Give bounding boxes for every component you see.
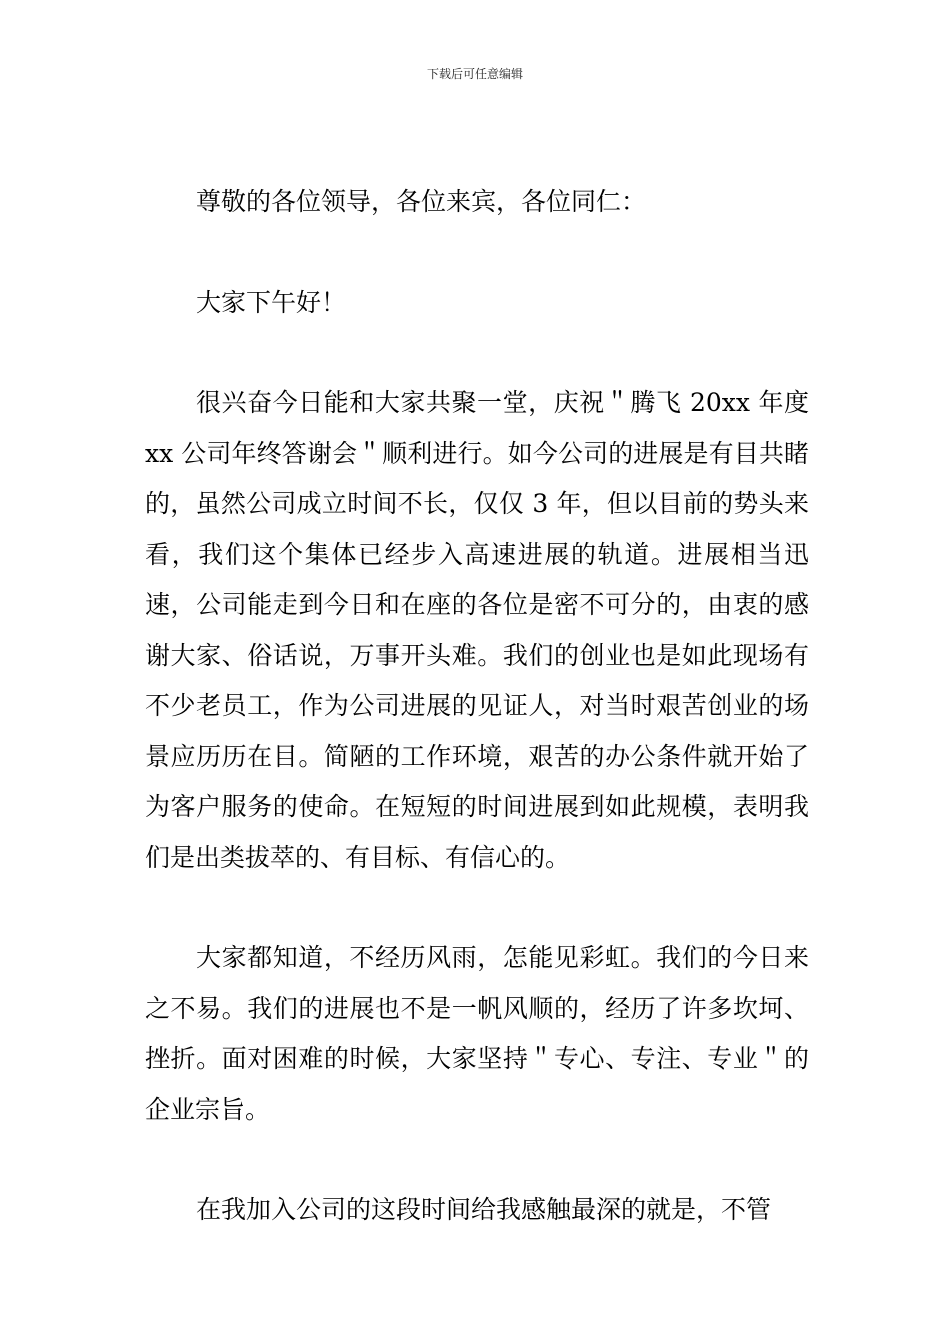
- page-header: 下载后可任意编辑: [426, 67, 523, 81]
- greeting-paragraph: 大家下午好！: [196, 287, 347, 317]
- body-paragraph-1: 很兴奋今日能和大家共聚一堂，庆祝＂腾飞 20xx 年度 xx 公司年终答谢会＂顺利进行。如今公司的进展是有目共睹的，虽然公司成立时间不长，仅仅 3 年，但以目前的势头来看，我们这个集体已经步入高速进展的轨道。进展相当迅速，公司能走到今日和在座的各位是密不可分的，由衷的感谢大家、俗话说，万事开头难。我们的创业也是如此现场有不少老员工，作为公司进展的见证人，对当时艰苦创业的场景应历历在目。简陋的工作环境，艰苦的办公条件就开始了为客户服务的使命。在短短的时间进展到如此规模，表明我们是出类拔萃的、有目标、有信心的。: [145, 388, 809, 872]
- body-paragraph-3: 在我加入公司的这段时间给我感触最深的就是，不管: [196, 1195, 772, 1224]
- document-body: [145, 177, 809, 1236]
- salutation-paragraph: 尊敬的各位领导，各位来宾，各位同仁：: [196, 187, 647, 216]
- body-paragraph-2: 大家都知道，不经历风雨，怎能见彩虹。我们的今日来之不易。我们的进展也不是一帆风顺的，经历了许多坎坷、挫折。面对困难的时候，大家坚持＂专心、专注、专业＂的企业宗旨。: [145, 943, 809, 1124]
